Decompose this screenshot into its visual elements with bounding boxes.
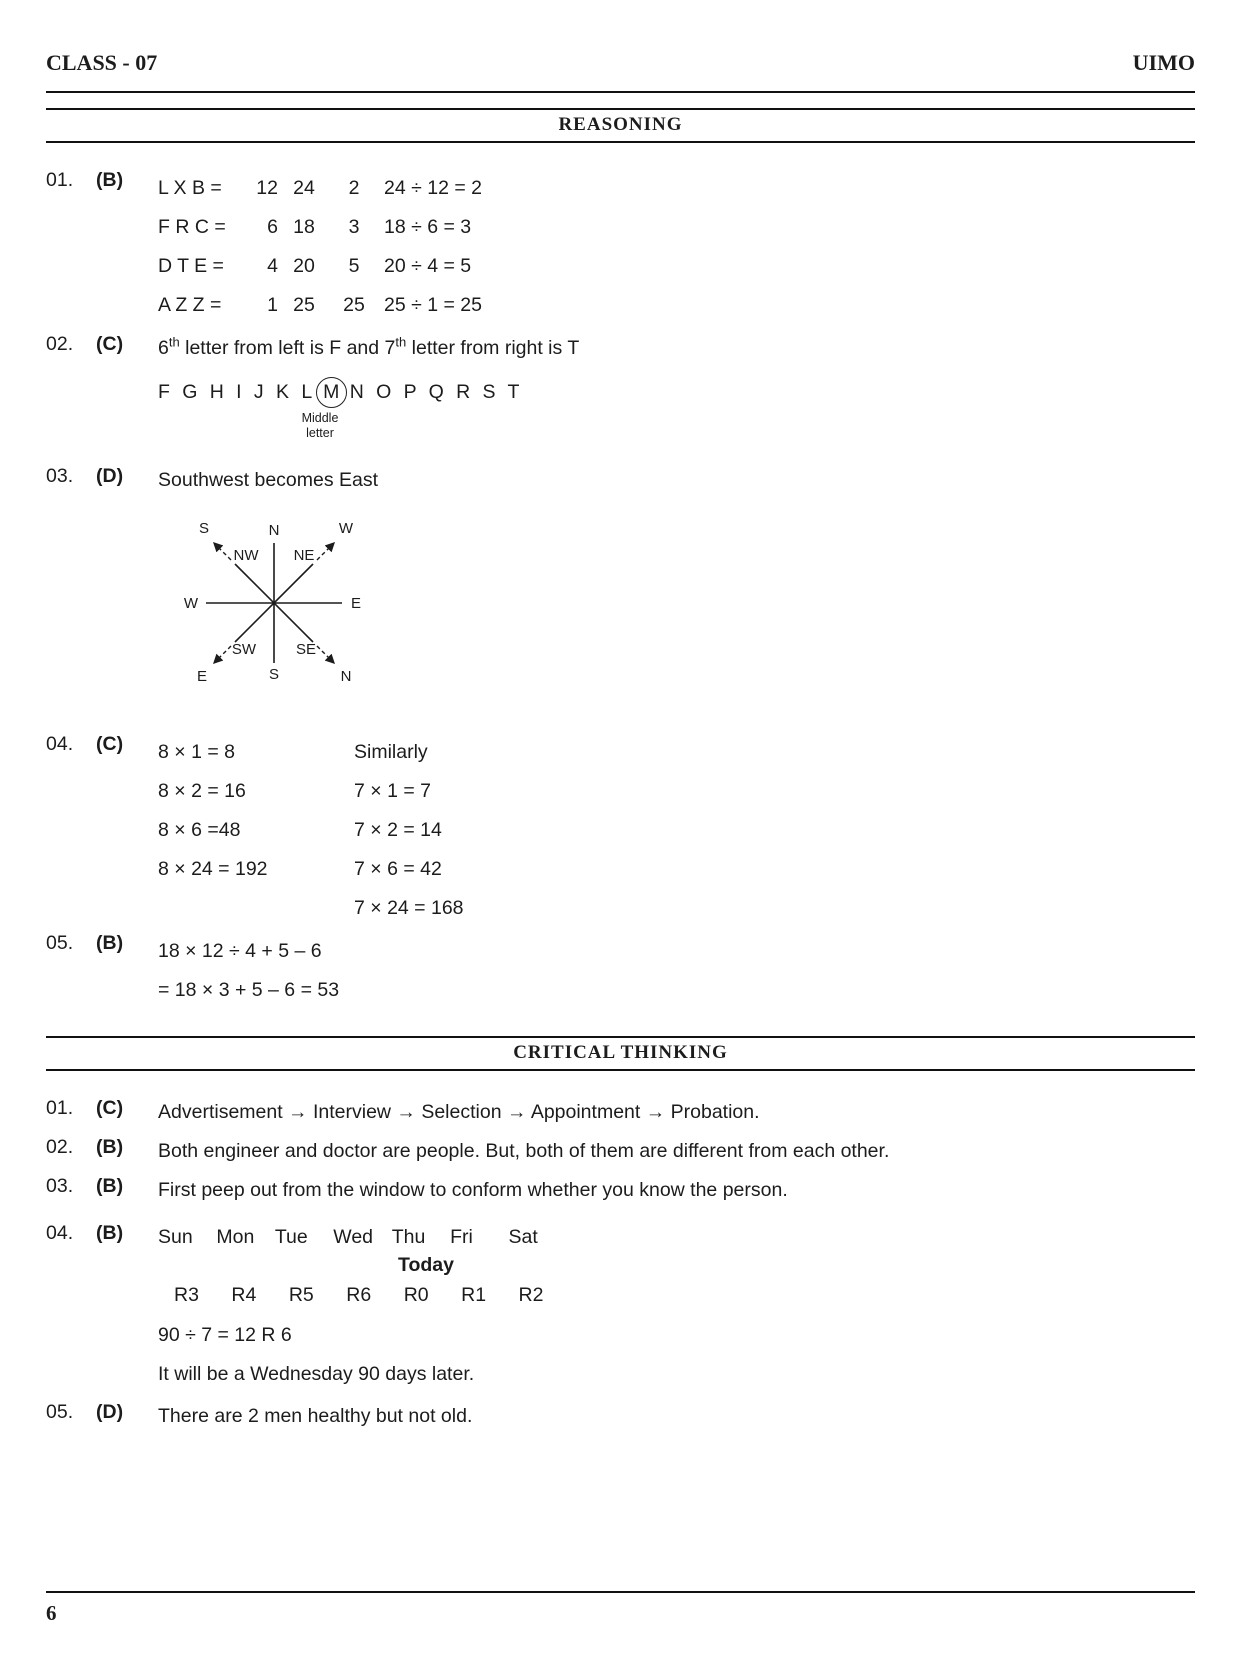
compass-label-se: SE [295,641,317,658]
ordinal-superscript: th [395,334,407,350]
calc-left-group [158,208,384,247]
reasoning-q4-body [158,733,1195,928]
answer-option: (B) [96,1175,124,1197]
answer-option: (B) [96,169,124,191]
critical-thinking-q2 [46,1136,1195,1166]
compass-label-nw: NW [233,547,259,564]
remainder-cell: R6 [346,1284,372,1306]
remainder-cell: R1 [461,1284,487,1306]
ordinal-superscript: th [168,334,180,350]
statement-part: letter from left is F and 7 [179,337,396,359]
critical-thinking-section-head [46,1036,1195,1071]
critical-thinking-q4 [46,1222,1195,1389]
statement-part: letter from right is T [406,337,580,359]
reasoning-section-title: REASONING [558,114,683,135]
calc-letters: F R C = [158,216,226,238]
remainder-cell: R2 [518,1284,544,1306]
calc-value-1: 6 [267,216,278,238]
reasoning-section-head [46,108,1195,143]
rotation-arrow-top-left [214,543,231,560]
calc-row [158,208,1195,247]
calc-value-1: 4 [267,255,278,277]
page-header [46,50,1195,76]
ct-q5-body [158,1401,1195,1431]
calc-row [158,247,1195,286]
header-class-label: CLASS - 07 [46,50,158,75]
question-number: 05. [46,932,74,954]
ct-q2-body [158,1136,1195,1166]
reasoning-q5-body [158,932,1195,1010]
calc-value-2: 24 [293,177,315,199]
compass-label-w: W [183,595,199,612]
rotated-label-bottom-right: N [340,668,352,685]
rotation-arrow-top-right [317,543,334,560]
calc-left-group [158,286,384,325]
calc-value-3: 5 [348,255,360,277]
question-number: 02. [46,333,74,355]
critical-thinking-q5 [46,1401,1195,1431]
today-marker: Today [398,1254,454,1276]
ct-q1-body [158,1097,1195,1127]
math-line: 7 × 6 = 42 [354,858,442,880]
critical-thinking-q3 [46,1175,1195,1205]
calc-value-3: 25 [343,294,365,316]
math-line: 8 × 24 = 192 [158,858,268,880]
math-line: Similarly [354,741,428,763]
calc-result: 25 ÷ 1 = 25 [384,294,482,316]
compass-label-s: S [268,666,280,683]
calc-value-1: 1 [267,294,278,316]
header-rule [46,91,1195,93]
answer-explanation: There are 2 men healthy but not old. [158,1405,473,1427]
reasoning-q3-statement: Southwest becomes East [158,469,379,491]
middle-letter-caption [289,411,351,441]
caption-line-2: letter [306,426,334,440]
statement-part: 6 [158,337,169,359]
answer-option: (C) [96,733,124,755]
compass-diagram [158,503,1195,713]
reasoning-q2 [46,333,1195,441]
footer-rule [46,1591,1195,1593]
weekday-cell: Fri [450,1226,473,1248]
calc-left-group [158,247,384,286]
calc-value-3: 3 [348,216,360,238]
reasoning-q1-body [158,169,1195,325]
reasoning-rule-bottom [46,141,1195,143]
caption-line-1: Middle [301,411,339,425]
question-number: 05. [46,1401,74,1423]
calc-result: 24 ÷ 12 = 2 [384,177,482,199]
question-number: 01. [46,169,74,191]
page-footer [46,1591,1195,1626]
reasoning-q3 [46,465,1195,713]
calc-value-3: 2 [348,177,360,199]
answer-option: (D) [96,1401,124,1423]
math-line: 7 × 2 = 14 [354,819,442,841]
letters-before-middle: F G H I J K L [158,381,313,403]
weekday-cell: Sun [158,1226,193,1248]
remainder-cell: R4 [231,1284,257,1306]
remainder-cell: R3 [174,1284,199,1306]
calc-result: 18 ÷ 6 = 3 [384,216,472,238]
calc-letters: A Z Z = [158,294,222,316]
reasoning-q2-statement [158,333,1195,363]
answer-explanation: First peep out from the window to conform whether you know the person. [158,1179,788,1201]
reasoning-q1 [46,169,1195,325]
math-line: 8 × 6 =48 [158,819,241,841]
calc-letters: D T E = [158,255,224,277]
calc-result: 20 ÷ 4 = 5 [384,255,472,277]
compass-svg [158,503,390,707]
letters-after-middle: N O P Q R S T [349,381,520,403]
calc-value-2: 20 [293,255,315,277]
question-number: 02. [46,1136,74,1158]
reasoning-q5 [46,932,1195,1010]
calc-row [158,169,1195,208]
weekday-cell: Sat [508,1226,538,1248]
compass-label-ne: NE [293,547,315,564]
q4-right-column [354,733,464,928]
q4-left-column [158,733,354,928]
rotated-label-top-right: W [338,520,354,537]
weekday-cell: Tue [274,1226,308,1248]
compass-label-n: N [268,522,280,539]
rotated-label-bottom-left: E [196,668,208,685]
question-number: 04. [46,1222,74,1244]
question-number: 03. [46,1175,74,1197]
rotation-arrow-bottom-right [317,646,334,663]
answer-option: (C) [96,333,124,355]
remainder-cell: R0 [403,1284,429,1306]
answer-option: (C) [96,1097,124,1119]
weekday-cell: Wed [333,1226,374,1248]
math-line: 7 × 24 = 168 [354,897,464,919]
question-number: 03. [46,465,74,487]
question-number: 01. [46,1097,74,1119]
calc-value-2: 18 [293,216,315,238]
compass-label-sw: SW [231,641,257,658]
math-line: 8 × 2 = 16 [158,780,246,802]
remainder-row [174,1280,1195,1310]
ct-q3-body [158,1175,1195,1205]
math-line: 18 × 12 ÷ 4 + 5 – 6 [158,940,322,962]
critical-thinking-section-title: CRITICAL THINKING [513,1042,728,1063]
answer-option: (D) [96,465,124,487]
answer-explanation: Advertisement → Interview → Selection → Appointment → Probation. [158,1101,760,1123]
compass-label-e: E [350,595,362,612]
calc-row [158,286,1195,325]
answer-option: (B) [96,1222,124,1244]
rotated-label-top-left: S [198,520,210,537]
answer-option: (B) [96,1136,124,1158]
critical-thinking-q1 [46,1097,1195,1127]
math-line: 7 × 1 = 7 [354,780,431,802]
letter-sequence [158,377,1195,408]
critical-thinking-rule-bottom [46,1069,1195,1071]
page-number: 6 [46,1601,57,1625]
calc-left-group [158,169,384,208]
reasoning-q3-body [158,465,1195,713]
math-line: 8 × 1 = 8 [158,741,235,763]
math-line: = 18 × 3 + 5 – 6 = 53 [158,979,340,1001]
remainder-cell: R5 [288,1284,314,1306]
calc-value-2: 25 [293,294,315,316]
division-calc: 90 ÷ 7 = 12 R 6 [158,1324,292,1346]
conclusion-text: It will be a Wednesday 90 days later. [158,1363,475,1385]
weekday-row [158,1222,1195,1252]
header-exam-label: UIMO [1132,50,1195,75]
ct-q4-body [158,1222,1195,1389]
circled-middle-letter: M [316,377,347,408]
weekday-cell: Thu [391,1226,426,1248]
question-number: 04. [46,733,74,755]
reasoning-q4 [46,733,1195,928]
q4-two-columns [158,733,1195,928]
weekday-cell: Mon [216,1226,255,1248]
reasoning-q2-body [158,333,1195,441]
answer-explanation: Both engineer and doctor are people. But, both of them are different from each other. [158,1140,890,1162]
answer-option: (B) [96,932,124,954]
calc-value-1: 12 [256,177,278,199]
calc-letters: L X B = [158,177,222,199]
rotation-arrow-bottom-left [214,646,231,663]
